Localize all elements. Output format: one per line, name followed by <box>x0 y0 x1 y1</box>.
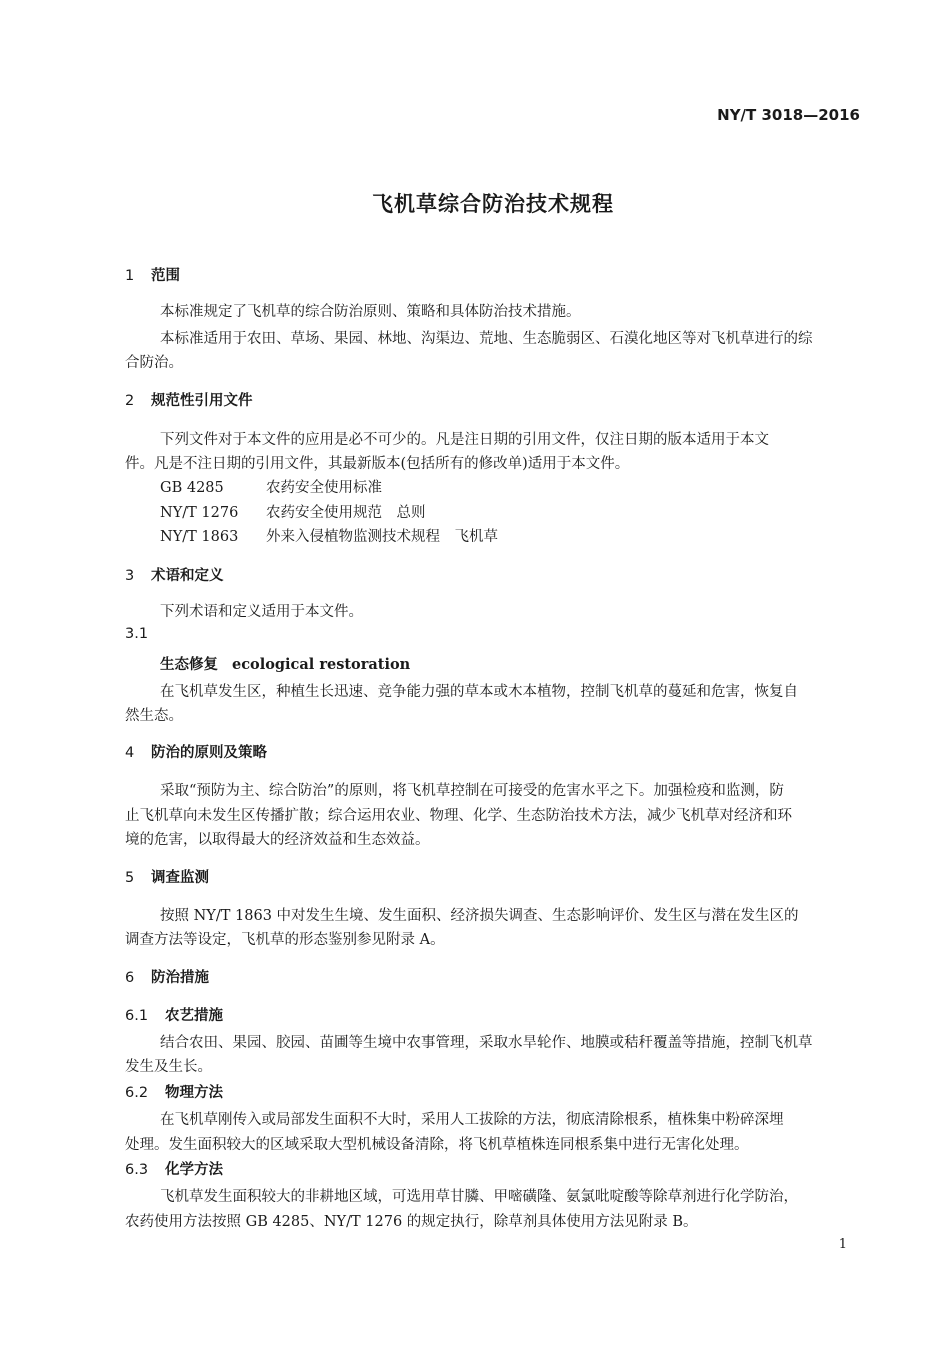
section-title: 防治的原则及策略 <box>151 745 267 761</box>
term-chinese: 生态修复 <box>160 657 218 673</box>
section-4-heading <box>125 741 267 762</box>
clause-number: 3.1 <box>125 626 149 642</box>
subsection-6-2-heading <box>125 1081 223 1102</box>
section-number: 6.2 <box>125 1085 149 1101</box>
paragraph: 采取“预防为主、综合防治”的原则，将飞机草控制在可接受的危害水平之下。加强检疫和监测，防 <box>160 783 784 799</box>
section-number: 6.1 <box>125 1008 149 1024</box>
section-number: 6.3 <box>125 1162 149 1178</box>
section-title: 防治措施 <box>151 970 209 986</box>
paragraph-continuation: 合防治。 <box>125 355 183 371</box>
paragraph: 在飞机草刚传入或局部发生面积不大时，采用人工拔除的方法，彻底清除根系，植株集中粉碎深埋 <box>160 1112 784 1128</box>
reference-title: 农药安全使用规范 总则 <box>266 505 426 521</box>
reference-code: GB 4285 <box>160 480 224 496</box>
section-1-heading <box>125 264 180 285</box>
section-title: 范围 <box>151 268 180 284</box>
paragraph: 飞机草发生面积较大的非耕地区域，可选用草甘膦、甲嘧磺隆、氨氯吡啶酸等除草剂进行化学防治， <box>160 1189 798 1205</box>
subsection-6-1-heading <box>125 1004 223 1025</box>
section-number: 3 <box>125 568 135 584</box>
page-number: 1 <box>838 1237 847 1252</box>
section-5-heading <box>125 866 209 887</box>
paragraph-continuation: 止飞机草向未发生区传播扩散；综合运用农业、物理、化学、生态防治技术方法，减少飞机草对经济和环 <box>125 808 792 824</box>
subsection-6-3-heading <box>125 1158 223 1179</box>
section-6-heading <box>125 966 209 987</box>
reference-code: NY/T 1863 <box>160 529 239 545</box>
paragraph: 本标准规定了飞机草的综合防治原则、策略和具体防治技术措施。 <box>160 304 581 320</box>
paragraph-continuation: 件。凡是不注日期的引用文件，其最新版本(包括所有的修改单)适用于本文件。 <box>125 456 630 472</box>
paragraph: 本标准适用于农田、草场、果园、林地、沟渠边、荒地、生态脆弱区、石漠化地区等对飞机草进行的综 <box>160 331 813 347</box>
reference-item <box>160 501 426 522</box>
section-number: 5 <box>125 870 135 886</box>
reference-title: 外来入侵植物监测技术规程 飞机草 <box>266 529 498 545</box>
section-number: 1 <box>125 268 135 284</box>
document-title: 飞机草综合防治技术规程 <box>372 192 614 216</box>
section-title: 规范性引用文件 <box>151 393 253 409</box>
reference-item <box>160 525 498 546</box>
reference-item <box>160 476 382 497</box>
section-title: 调查监测 <box>151 870 209 886</box>
paragraph-continuation: 调查方法等设定，飞机草的形态鉴别参见附录 A。 <box>125 932 445 948</box>
paragraph-continuation: 发生及生长。 <box>125 1059 212 1075</box>
term-english: ecological restoration <box>232 656 411 673</box>
section-title: 术语和定义 <box>151 568 224 584</box>
section-3-heading <box>125 564 224 585</box>
reference-title: 农药安全使用标准 <box>266 480 382 496</box>
paragraph: 结合农田、果园、胶园、苗圃等生境中农事管理，采取水旱轮作、地膜或秸秆覆盖等措施，控制飞机草 <box>160 1035 813 1051</box>
section-number: 6 <box>125 970 135 986</box>
paragraph: 按照 NY/T 1863 中对发生生境、发生面积、经济损失调查、生态影响评价、发生区与潜在发生区的 <box>160 908 799 924</box>
section-title: 农艺措施 <box>165 1008 223 1024</box>
term-entry <box>160 653 410 674</box>
reference-code: NY/T 1276 <box>160 505 239 521</box>
standard-code: NY/T 3018—2016 <box>717 106 860 124</box>
section-2-heading <box>125 389 253 410</box>
definition-continuation: 然生态。 <box>125 708 183 724</box>
section-title: 化学方法 <box>165 1162 223 1178</box>
paragraph: 下列文件对于本文件的应用是必不可少的。凡是注日期的引用文件，仅注日期的版本适用于本文 <box>160 432 769 448</box>
section-number: 2 <box>125 393 135 409</box>
paragraph-continuation: 境的危害，以取得最大的经济效益和生态效益。 <box>125 832 430 848</box>
paragraph: 下列术语和定义适用于本文件。 <box>160 604 363 620</box>
definition: 在飞机草发生区，种植生长迅速、竞争能力强的草本或木本植物，控制飞机草的蔓延和危害，恢复自 <box>160 684 798 700</box>
section-number: 4 <box>125 745 135 761</box>
paragraph-continuation: 处理。发生面积较大的区域采取大型机械设备清除，将飞机草植株连同根系集中进行无害化处理。 <box>125 1137 749 1153</box>
section-title: 物理方法 <box>165 1085 223 1101</box>
paragraph-continuation: 农药使用方法按照 GB 4285、NY/T 1276 的规定执行，除草剂具体使用方法见附录 B。 <box>125 1214 698 1230</box>
